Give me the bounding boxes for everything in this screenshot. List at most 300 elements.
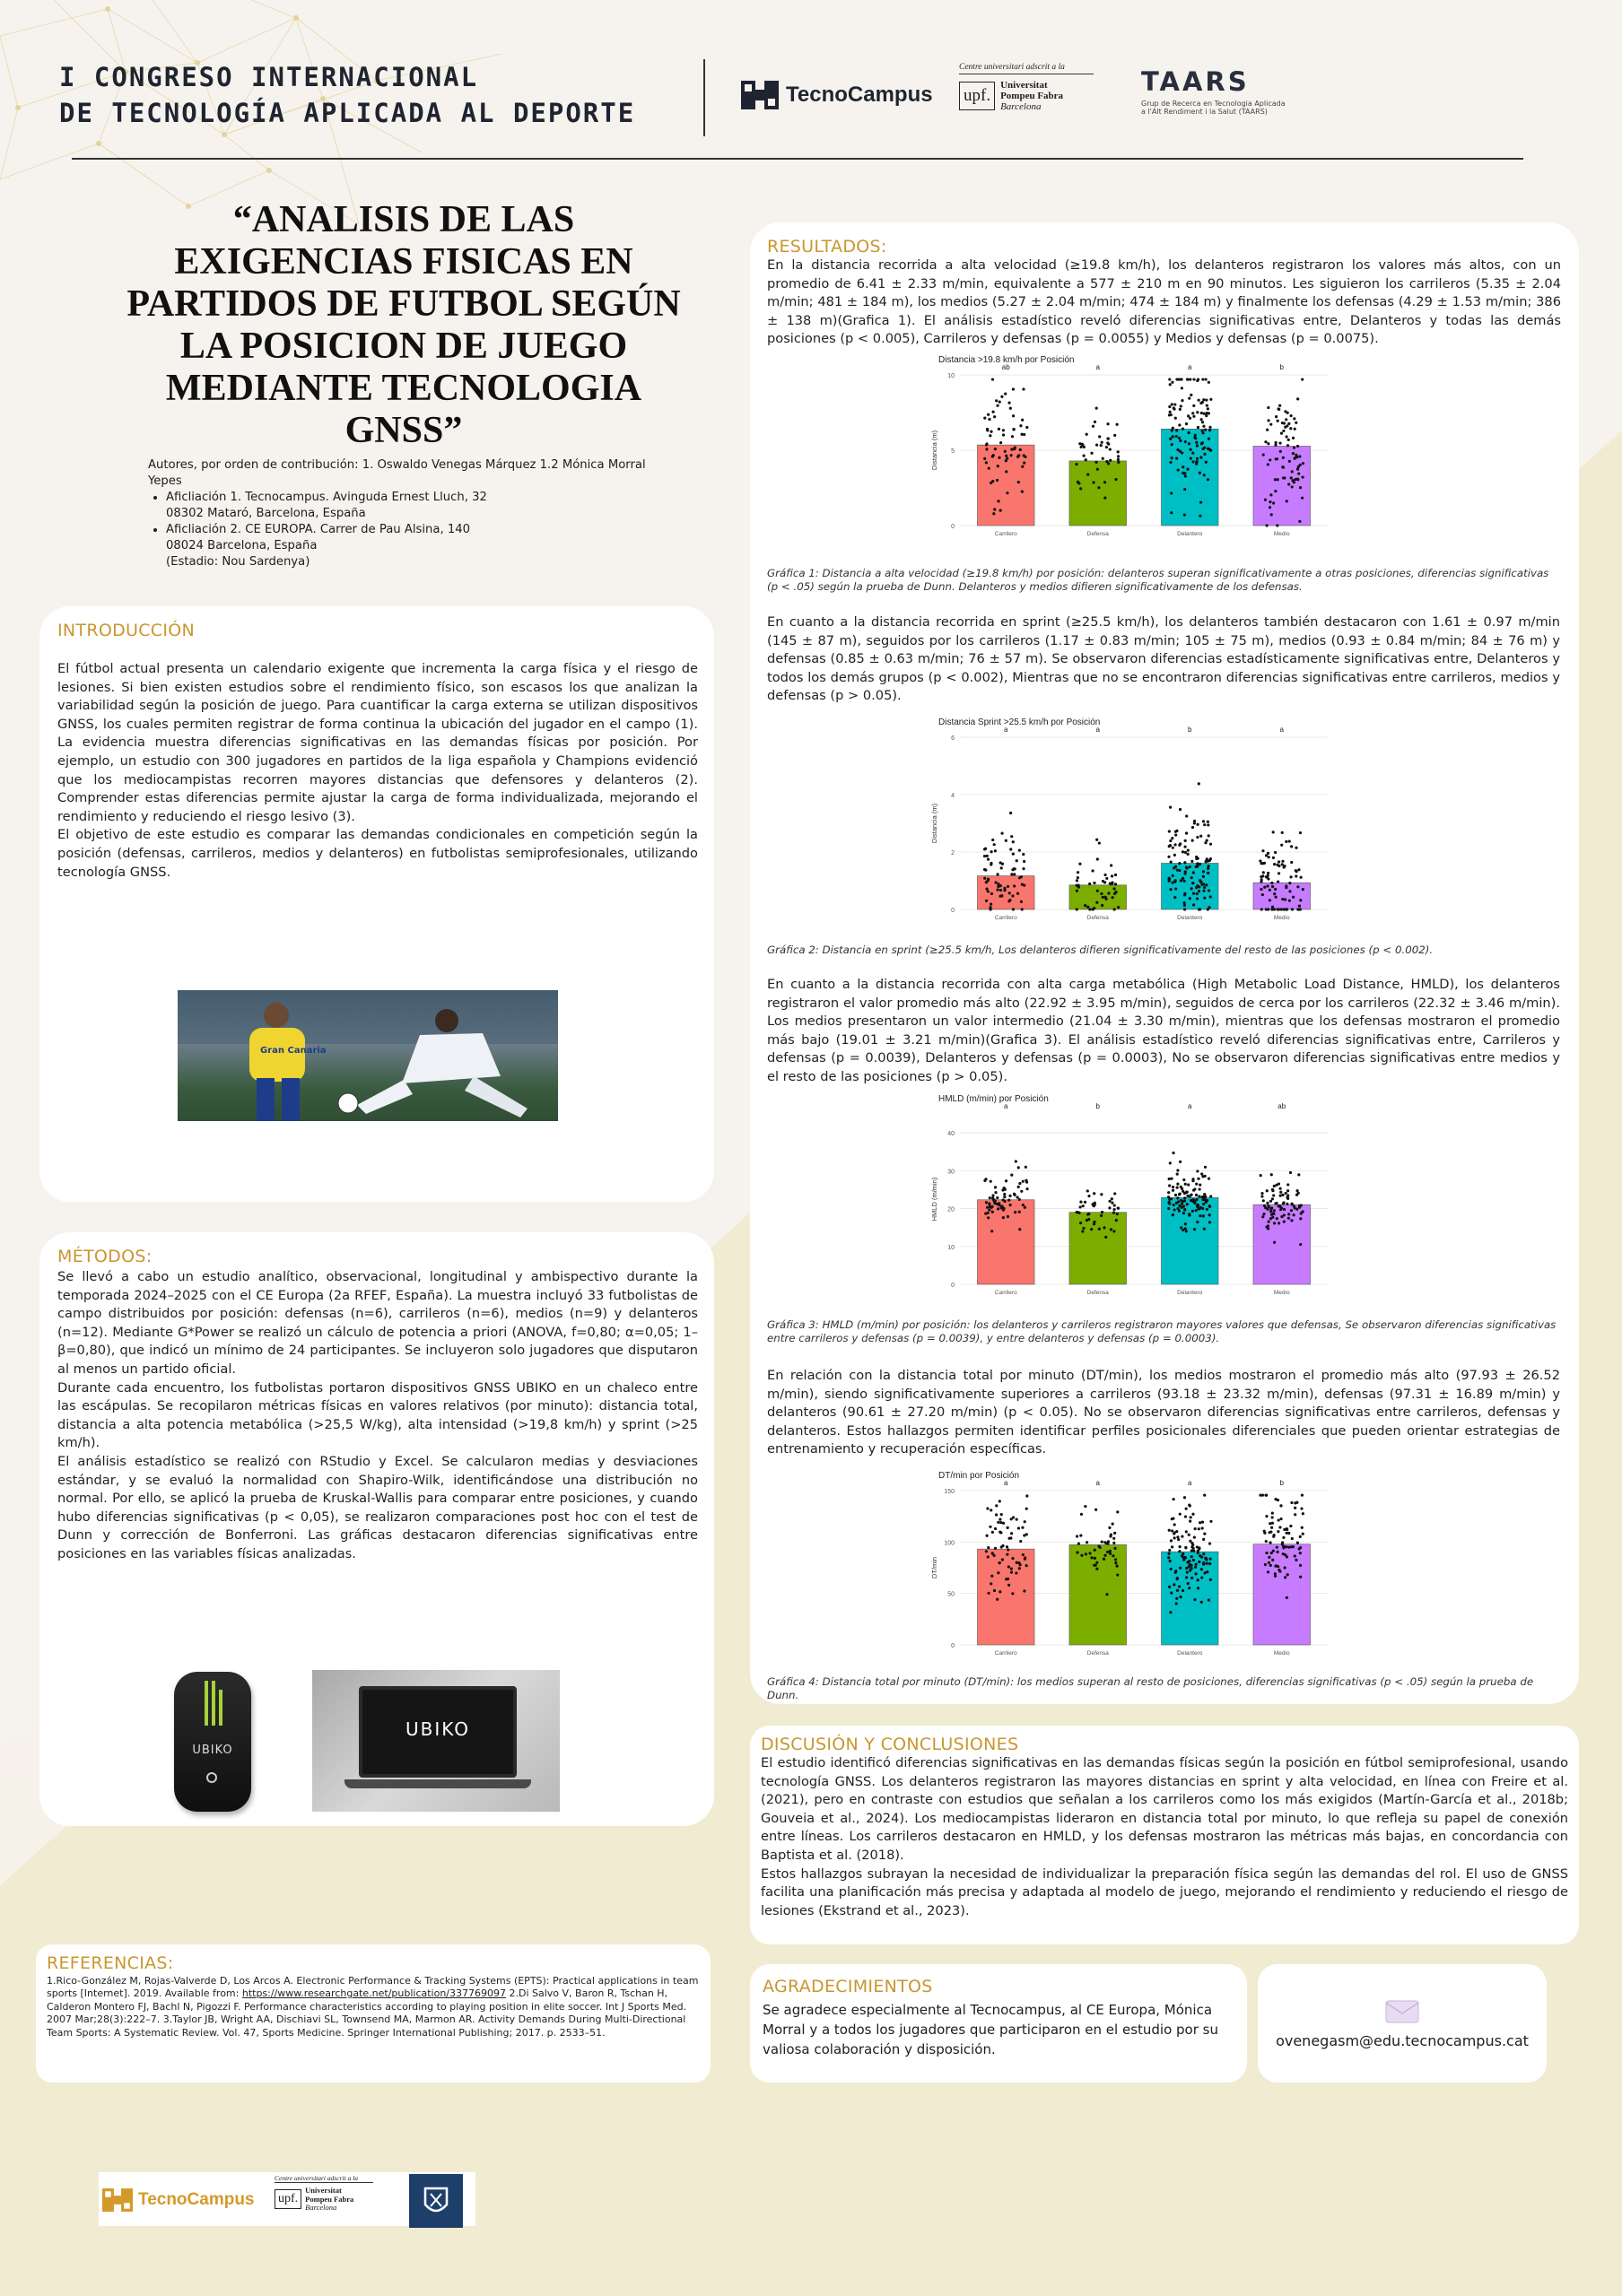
- bar-defensa: [1069, 885, 1127, 909]
- data-point: [1296, 445, 1299, 448]
- upf-mark: upf.: [959, 82, 995, 110]
- data-point: [1112, 1542, 1115, 1544]
- data-point: [1169, 844, 1172, 847]
- data-point: [1273, 1185, 1276, 1187]
- data-point: [1183, 893, 1186, 896]
- data-point: [1079, 1534, 1082, 1536]
- data-point: [1172, 847, 1174, 849]
- data-point: [1168, 405, 1171, 408]
- data-point: [1265, 524, 1268, 526]
- data-point: [1267, 442, 1269, 445]
- data-point: [1171, 443, 1173, 446]
- data-point: [1083, 455, 1086, 457]
- tecnocampus-logo: [741, 81, 933, 109]
- data-point: [1261, 874, 1264, 877]
- data-point: [998, 1518, 1001, 1521]
- data-point: [1189, 897, 1191, 900]
- significance-letter: a: [1188, 1102, 1192, 1110]
- data-point: [1173, 866, 1175, 869]
- data-point: [1184, 839, 1187, 842]
- data-point: [1095, 444, 1098, 447]
- data-point: [1267, 406, 1269, 409]
- reference-link[interactable]: https://www.researchgate.net/publication/337769097: [241, 1987, 506, 2000]
- data-point: [1117, 1207, 1120, 1210]
- chart-title: HMLD (m/min) por Posición: [938, 1094, 1049, 1104]
- data-point: [1184, 1515, 1187, 1518]
- data-point: [1189, 1569, 1191, 1571]
- data-point: [1192, 903, 1195, 906]
- data-point: [1081, 1230, 1084, 1232]
- data-point: [1266, 884, 1269, 887]
- data-point: [1101, 441, 1103, 444]
- intro-title: INTRODUCCIÓN: [57, 621, 196, 640]
- data-point: [1005, 455, 1007, 457]
- bar-carrilero: [977, 876, 1034, 909]
- data-point: [1196, 1170, 1199, 1172]
- data-point: [993, 1202, 996, 1205]
- data-point: [1094, 421, 1096, 423]
- data-point: [1176, 1207, 1179, 1210]
- affiliation-2: • Aficliación 2. CE EUROPA. Carrer de Pau Alsina, 140 08024 Barcelona, España (Estadio: Nou Sardenya): [166, 522, 673, 570]
- data-point: [1206, 1570, 1208, 1573]
- data-point: [1176, 1535, 1179, 1538]
- data-point: [983, 416, 986, 419]
- data-point: [1197, 1205, 1199, 1207]
- data-point: [1111, 1202, 1113, 1205]
- data-point: [1196, 411, 1199, 413]
- data-point: [1208, 1221, 1211, 1223]
- data-point: [1101, 1211, 1103, 1213]
- data-point: [1270, 908, 1273, 910]
- data-point: [1009, 454, 1012, 457]
- data-point: [1190, 1555, 1193, 1558]
- data-point: [1260, 908, 1263, 910]
- data-point: [1190, 1577, 1193, 1579]
- data-point: [1173, 1204, 1175, 1206]
- data-point: [1010, 448, 1013, 450]
- data-point: [1267, 463, 1269, 465]
- results-card: [750, 222, 1579, 1704]
- data-point: [1100, 892, 1103, 895]
- data-point: [1298, 520, 1301, 523]
- data-point: [1021, 883, 1024, 885]
- taars-logo: TAARS Grup de Recerca en Tecnologia Aplicada a l'Alt Rendiment i la Salut (TAARS): [1141, 66, 1286, 116]
- tecnocampus-wordmark: TecnoCampus: [786, 83, 933, 107]
- data-point: [1274, 888, 1277, 891]
- data-point: [1267, 1205, 1269, 1207]
- data-point: [1018, 876, 1021, 879]
- data-point: [1098, 841, 1101, 844]
- data-point: [1004, 450, 1007, 453]
- data-point: [1116, 1213, 1119, 1215]
- data-point: [1014, 1211, 1016, 1213]
- data-point: [1298, 1547, 1301, 1550]
- data-point: [1092, 481, 1094, 483]
- data-point: [1208, 426, 1211, 429]
- significance-letter: a: [1188, 363, 1192, 371]
- data-point: [1198, 908, 1200, 910]
- data-point: [1002, 1216, 1005, 1219]
- data-point: [1291, 485, 1294, 488]
- contact-email[interactable]: ovenegasm@edu.tecnocampus.cat: [1276, 2032, 1529, 2049]
- data-point: [1087, 1213, 1090, 1215]
- data-point: [1295, 1559, 1297, 1561]
- header-divider: [703, 59, 705, 136]
- data-point: [1277, 407, 1279, 410]
- data-point: [1276, 524, 1278, 526]
- data-point: [1178, 1193, 1181, 1196]
- data-point: [1117, 461, 1120, 464]
- data-point: [1272, 831, 1275, 833]
- data-point: [1269, 493, 1272, 496]
- data-point: [1093, 1221, 1095, 1223]
- data-point: [1173, 408, 1175, 411]
- data-point: [1189, 417, 1191, 420]
- data-point: [1280, 908, 1283, 910]
- data-point: [1193, 436, 1196, 439]
- data-point: [1096, 890, 1099, 892]
- data-point: [1203, 823, 1206, 826]
- x-tick-label: Medio: [1273, 1650, 1290, 1657]
- data-point: [1286, 1596, 1288, 1599]
- data-point: [1198, 1195, 1200, 1197]
- data-point: [1265, 1540, 1268, 1543]
- data-point: [1007, 885, 1009, 888]
- data-point: [1114, 1558, 1117, 1561]
- data-point: [1299, 486, 1302, 489]
- data-point: [1174, 887, 1177, 890]
- significance-letter: a: [1095, 363, 1100, 371]
- data-point: [1090, 1556, 1093, 1559]
- data-point: [1286, 500, 1288, 502]
- data-point: [1274, 1565, 1277, 1568]
- data-point: [1171, 381, 1173, 384]
- data-point: [1175, 1530, 1178, 1533]
- data-point: [1000, 894, 1003, 897]
- data-point: [1294, 1513, 1296, 1516]
- y-tick-label: 0: [951, 1283, 955, 1289]
- data-point: [1270, 1526, 1273, 1529]
- data-point: [1207, 823, 1209, 826]
- data-point: [1090, 452, 1093, 455]
- data-point: [1179, 1513, 1182, 1516]
- data-point: [1295, 847, 1297, 849]
- data-point: [1024, 1206, 1026, 1209]
- data-point: [1012, 1516, 1015, 1518]
- data-point: [1188, 397, 1190, 400]
- data-point: [1273, 1241, 1276, 1244]
- data-point: [1169, 806, 1172, 809]
- data-point: [1301, 1526, 1304, 1529]
- data-point: [1005, 470, 1007, 473]
- data-point: [1168, 830, 1171, 832]
- x-tick-label: Defensa: [1086, 915, 1109, 921]
- data-point: [1261, 893, 1264, 896]
- data-point: [1172, 435, 1174, 438]
- data-point: [1098, 435, 1101, 438]
- data-point: [1178, 423, 1181, 426]
- x-tick-label: Medio: [1273, 915, 1290, 921]
- data-point: [1202, 398, 1205, 401]
- data-point: [1112, 887, 1115, 890]
- data-point: [1107, 891, 1110, 894]
- data-point: [1279, 450, 1282, 453]
- data-point: [1207, 407, 1209, 410]
- data-point: [1207, 478, 1209, 481]
- data-point: [1174, 417, 1177, 420]
- data-point: [1183, 1196, 1186, 1199]
- data-point: [1266, 1189, 1269, 1192]
- significance-letter: a: [1004, 1479, 1008, 1487]
- data-point: [987, 857, 990, 860]
- data-point: [1021, 908, 1024, 910]
- data-point: [1271, 1512, 1274, 1515]
- data-point: [1294, 1554, 1296, 1557]
- data-point: [992, 1554, 995, 1557]
- data-point: [1268, 856, 1270, 858]
- data-point: [1182, 428, 1184, 430]
- data-point: [1207, 821, 1209, 823]
- data-point: [1172, 1152, 1174, 1154]
- significance-letter: ab: [1001, 363, 1010, 371]
- data-point: [1106, 1551, 1109, 1553]
- data-point: [1105, 877, 1108, 880]
- data-point: [1183, 904, 1186, 907]
- data-point: [992, 1197, 995, 1200]
- data-point: [1208, 1598, 1210, 1601]
- data-point: [1011, 868, 1014, 871]
- data-point: [1088, 1552, 1091, 1554]
- data-point: [1197, 426, 1199, 429]
- data-point: [992, 411, 995, 413]
- data-point: [1281, 863, 1284, 865]
- chart-title: Distancia Sprint >25.5 km/h por Posición: [938, 718, 1101, 727]
- data-point: [1200, 1568, 1203, 1570]
- data-point: [1010, 1174, 1013, 1177]
- data-point: [1102, 896, 1104, 899]
- laptop-photo: UBIKO: [312, 1670, 560, 1812]
- data-point: [1193, 820, 1196, 822]
- data-point: [1169, 839, 1172, 842]
- significance-letter: b: [1095, 1102, 1100, 1110]
- data-point: [1269, 423, 1272, 426]
- data-point: [1196, 1545, 1199, 1548]
- data-point: [1007, 1526, 1009, 1529]
- upf-logo: Centre universitari adscrit a la upf. Universitat Pompeu Fabra Barcelona: [959, 63, 1094, 112]
- data-point: [1265, 875, 1268, 878]
- data-point: [1111, 874, 1113, 877]
- data-point: [1177, 1200, 1180, 1203]
- data-point: [988, 467, 990, 470]
- significance-letter: a: [1095, 1479, 1100, 1487]
- header: [59, 59, 1530, 158]
- data-point: [1188, 1587, 1190, 1589]
- data-point: [1296, 1541, 1299, 1544]
- data-point: [1022, 867, 1025, 870]
- data-point: [1175, 435, 1178, 438]
- crest-icon: [409, 2174, 463, 2228]
- data-point: [1284, 1553, 1286, 1556]
- data-point: [1203, 897, 1206, 900]
- data-point: [1175, 1602, 1178, 1605]
- y-tick-label: 5: [951, 448, 955, 455]
- data-point: [1108, 1206, 1111, 1209]
- data-point: [985, 887, 988, 890]
- data-point: [1185, 1576, 1188, 1578]
- data-point: [1294, 1206, 1296, 1209]
- data-point: [987, 1216, 990, 1219]
- data-point: [1264, 440, 1267, 443]
- data-point: [1013, 884, 1016, 887]
- data-point: [1000, 866, 1003, 869]
- authors-block: [90, 457, 673, 570]
- data-point: [990, 902, 992, 905]
- data-point: [1168, 1586, 1171, 1588]
- data-point: [1103, 1541, 1106, 1544]
- data-point: [1269, 500, 1271, 503]
- data-point: [1292, 452, 1295, 455]
- data-point: [990, 430, 992, 433]
- y-tick-label: 0: [951, 1643, 955, 1649]
- data-point: [1302, 1512, 1304, 1515]
- data-point: [1285, 1192, 1287, 1195]
- data-point: [1171, 1545, 1173, 1548]
- data-point: [1171, 882, 1173, 884]
- data-point: [1088, 883, 1091, 885]
- data-point: [1007, 1578, 1009, 1580]
- data-point: [1168, 880, 1171, 883]
- data-point: [1179, 808, 1182, 811]
- data-point: [1016, 1518, 1018, 1520]
- data-point: [1300, 1204, 1303, 1206]
- data-point: [994, 1527, 997, 1530]
- footer-upf-logo: Centre universitari adscrit a la upf. Universitat Pompeu Fabra Barcelona: [275, 2174, 373, 2213]
- data-point: [984, 868, 987, 871]
- discussion-text: El estudio identificó diferencias significativas en las demandas físicas según la posición en fútbol semiprofesional, usando tecnología GNSS. Los delanteros registraron las mayores distancias en sprint y alta velocidad, en línea con Freire et al. (2021), pero en contraste con estudios que señalan a los carrileros como los más exigidos (Martín-García et al., 2018b; Gouveia et al., 2024). Los mediocampistas lideraron en distancia total por minuto, lo que refleja su papel de conexión entre líneas. Los carrileros destacaron en HMLD, y los defensas mostraron las métricas más bajas, en concordancia con Baptista et al. (2018). Estos hallazgos subrayan la necesidad de individualizar la preparación física según las demandas del rol. El uso de GNSS facilita una planificación más precisa y adaptada al modelo de juego, mejorando el rendimiento y reduciendo el riesgo de lesiones (Ekstrand et al., 2023).: [761, 1755, 1568, 1918]
- data-point: [1172, 427, 1174, 430]
- data-point: [1299, 1217, 1302, 1220]
- data-point: [1018, 1198, 1021, 1201]
- data-point: [1281, 1543, 1284, 1545]
- data-point: [1269, 1541, 1271, 1544]
- data-point: [1282, 466, 1285, 469]
- data-point: [987, 1592, 990, 1595]
- data-point: [1299, 831, 1302, 834]
- data-point: [1101, 904, 1103, 907]
- data-point: [1195, 1209, 1198, 1212]
- data-point: [1209, 1558, 1212, 1561]
- data-point: [1283, 1208, 1286, 1211]
- data-point: [1209, 449, 1212, 452]
- data-point: [997, 465, 999, 467]
- data-point: [1286, 444, 1289, 447]
- chart-svg: [928, 1467, 1340, 1661]
- bar-defensa: [1069, 1213, 1127, 1284]
- data-point: [1114, 891, 1117, 893]
- data-point: [1196, 1221, 1199, 1223]
- data-point: [1087, 1195, 1090, 1197]
- bar-medio: [1253, 446, 1311, 526]
- data-point: [998, 1204, 1000, 1206]
- data-point: [1173, 843, 1176, 846]
- data-point: [1190, 457, 1192, 460]
- data-point: [1180, 1199, 1182, 1202]
- data-point: [983, 1179, 986, 1182]
- data-point: [1273, 1209, 1276, 1212]
- data-point: [1002, 429, 1005, 431]
- data-point: [1201, 378, 1204, 380]
- data-point: [1192, 871, 1195, 874]
- ubiko-device: UBIKO: [174, 1672, 251, 1812]
- significance-letter: b: [1279, 1479, 1284, 1487]
- data-point: [1172, 1186, 1174, 1188]
- data-point: [1020, 900, 1023, 903]
- data-point: [1286, 1189, 1289, 1192]
- data-point: [1168, 413, 1171, 416]
- data-point: [1006, 491, 1008, 494]
- data-point: [1290, 1209, 1293, 1212]
- data-point: [1193, 1598, 1196, 1601]
- data-point: [1103, 481, 1106, 483]
- data-point: [1017, 454, 1020, 457]
- chart-svg: [928, 1091, 1340, 1300]
- data-point: [1198, 1527, 1200, 1530]
- data-point: [996, 1196, 998, 1199]
- data-point: [1295, 1189, 1298, 1192]
- data-point: [1285, 840, 1287, 843]
- data-point: [1191, 1513, 1194, 1516]
- data-point: [1199, 1554, 1201, 1557]
- data-point: [1280, 432, 1283, 435]
- data-point: [1095, 901, 1098, 904]
- data-point: [1094, 1564, 1097, 1567]
- data-point: [1269, 1210, 1272, 1213]
- bar-carrilero: [977, 1549, 1034, 1645]
- data-point: [1202, 890, 1205, 892]
- data-point: [1193, 1202, 1196, 1205]
- chart-title: DT/min por Posición: [938, 1471, 1020, 1481]
- data-point: [1173, 1523, 1176, 1526]
- x-tick-label: Delantero: [1177, 1650, 1203, 1657]
- data-point: [988, 1208, 990, 1211]
- data-point: [1182, 877, 1184, 880]
- data-point: [1200, 1601, 1203, 1604]
- data-point: [1294, 428, 1296, 430]
- data-point: [1098, 1228, 1101, 1231]
- data-point: [1295, 874, 1297, 877]
- data-point: [988, 418, 990, 421]
- data-point: [1025, 1564, 1028, 1567]
- data-point: [1285, 886, 1287, 889]
- x-tick-label: Defensa: [1086, 1290, 1109, 1296]
- data-point: [1287, 483, 1290, 485]
- data-point: [1114, 874, 1117, 876]
- data-point: [1191, 1210, 1194, 1213]
- data-point: [996, 889, 998, 891]
- data-point: [1001, 1558, 1004, 1561]
- data-point: [1200, 1172, 1203, 1175]
- data-point: [1096, 468, 1099, 471]
- data-point: [1202, 820, 1205, 822]
- data-point: [1174, 1194, 1177, 1196]
- data-point: [1281, 1194, 1284, 1196]
- data-point: [1022, 1204, 1025, 1206]
- data-point: [1265, 1515, 1268, 1518]
- data-point: [1170, 491, 1173, 494]
- data-point: [1168, 1552, 1171, 1555]
- data-point: [990, 892, 993, 895]
- y-tick-label: 20: [947, 1206, 955, 1213]
